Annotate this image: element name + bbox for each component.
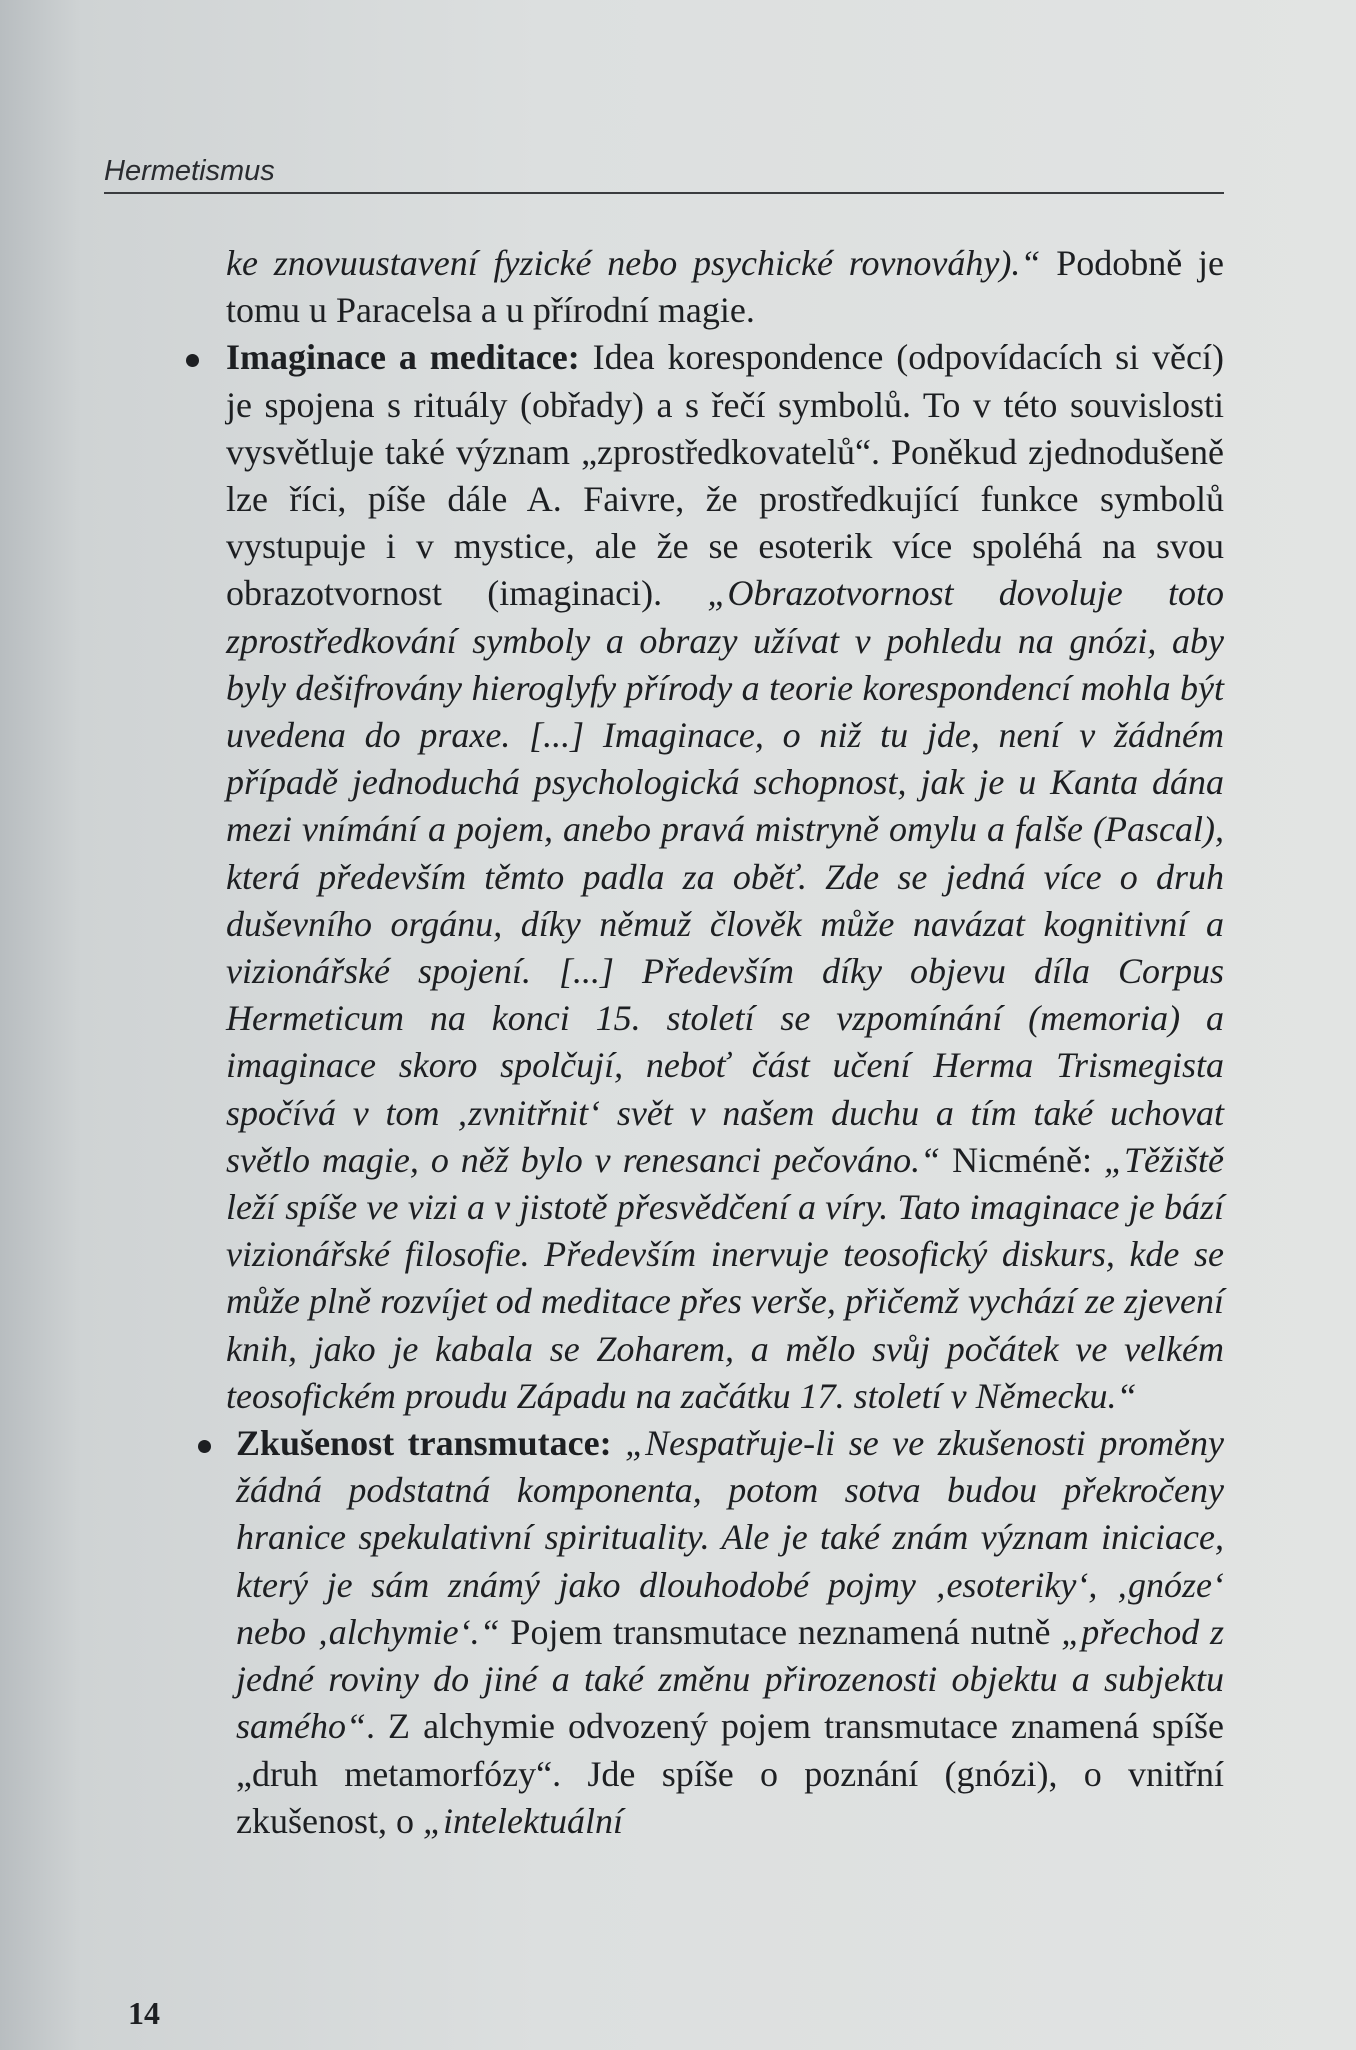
bullet-transmutace bbox=[236, 1420, 1224, 1845]
intro-quote: ke znovuustavení fyzické nebo psychické rovnováhy).“ bbox=[226, 243, 1041, 283]
running-head: Hermetismus bbox=[104, 155, 1224, 194]
bullet-transmutace-paragraph bbox=[236, 1420, 1224, 1845]
body-text bbox=[226, 240, 1224, 1845]
intro-text: Podobně je tomu u Paracelsa a u přírodní magie. bbox=[226, 243, 1224, 331]
page-number: 14 bbox=[128, 1995, 160, 2031]
bullet-dot-icon bbox=[186, 354, 199, 367]
bullet-dot-icon bbox=[198, 1440, 211, 1453]
bullet-imaginace-text-2: Nicméně: bbox=[940, 1139, 1104, 1180]
bullet-transmutace-quote-3: „intelektuální bbox=[422, 1800, 623, 1841]
bullet-imaginace-heading: Imaginace a meditace: bbox=[226, 337, 580, 378]
bullet-imaginace bbox=[226, 334, 1224, 1420]
bullet-imaginace-paragraph bbox=[226, 334, 1224, 1420]
bullet-transmutace-quote-1: „Nespatřuje-li se ve zkušenosti proměny žádná podstatná komponenta, potom sotva budou překročeny hranice spekulativní spirituality. Ale je také znám význam iniciace, který je sám známý jako dlouhodobé pojmy ‚esoteriky‘, ‚gnóze‘ nebo ‚alchymie‘.“ bbox=[236, 1423, 1224, 1652]
bullet-imaginace-quote-2: „Těžiště leží spíše ve vizi a v jistotě přesvědčení a víry. Tato imaginace je bází vizionářské filosofie. Především inervuje teosofický diskurs, kde se může plně rozvíjet od meditace přes verše, přičemž vychází ze zjevení knih, jako je kabala se Zoharem, a mělo svůj počátek ve velkém teosofickém proudu Západu na začátku 17. století v Německu.“ bbox=[226, 1139, 1224, 1416]
bullet-transmutace-text-2: . Z alchymie odvozený pojem transmutace znamená spíše „druh metamorfózy“. Jde spíše o poznání (gnózi), o vnitřní zkušenost, o bbox=[236, 1706, 1224, 1841]
intro-paragraph bbox=[226, 240, 1224, 334]
bullet-imaginace-text-1: Idea korespondence (odpovídacích si věcí) je spojena s rituály (obřady) a s řečí symbolů. To v této souvislosti vysvětluje také význam „zprostředkovatelů“. Poněkud zjednodušeně lze říci, píše dále A. Faivre, že prostředkující funkce symbolů vystupuje i v mystice, ale že se esoterik více spoléhá na svou obrazotvornost (imaginaci). bbox=[226, 337, 1224, 614]
bullet-transmutace-quote-2: „přechod z jedné roviny do jiné a také změnu přirozenosti objektu a subjektu samého“ bbox=[236, 1611, 1225, 1747]
bullet-imaginace-quote-1: „Obrazotvornost dovoluje toto zprostředkování symboly a obrazy užívat v pohledu na gnózi, aby byly dešifrovány hieroglyfy přírody a teorie korespondencí mohla být uvedena do praxe. [...] Imaginace, o niž tu jde, není v žádném případě jednoduchá psychologická schopnost, jak je u Kanta dána mezi vnímání a pojem, anebo pravá mistryně omylu a falše (Pascal), která především těmto padla za oběť. Zde se jedná více o druh duševního orgánu, díky němuž člověk může navázat kognitivní a vizionářské spojení. [...] Především díky objevu díla Corpus Hermeticum na konci 15. století se vzpomínání (memoria) a imaginace skoro spolčují, neboť část učení Herma Trismegista spočívá v tom ‚zvnitřnit‘ svět v našem duchu a tím také uchovat světlo magie, o něž bylo v renesanci pečováno.“ bbox=[226, 573, 1224, 1180]
bullet-transmutace-heading: Zkušenost transmutace: bbox=[236, 1423, 612, 1464]
bullet-transmutace-text-1: Pojem transmutace neznamená nutně bbox=[499, 1611, 1062, 1652]
